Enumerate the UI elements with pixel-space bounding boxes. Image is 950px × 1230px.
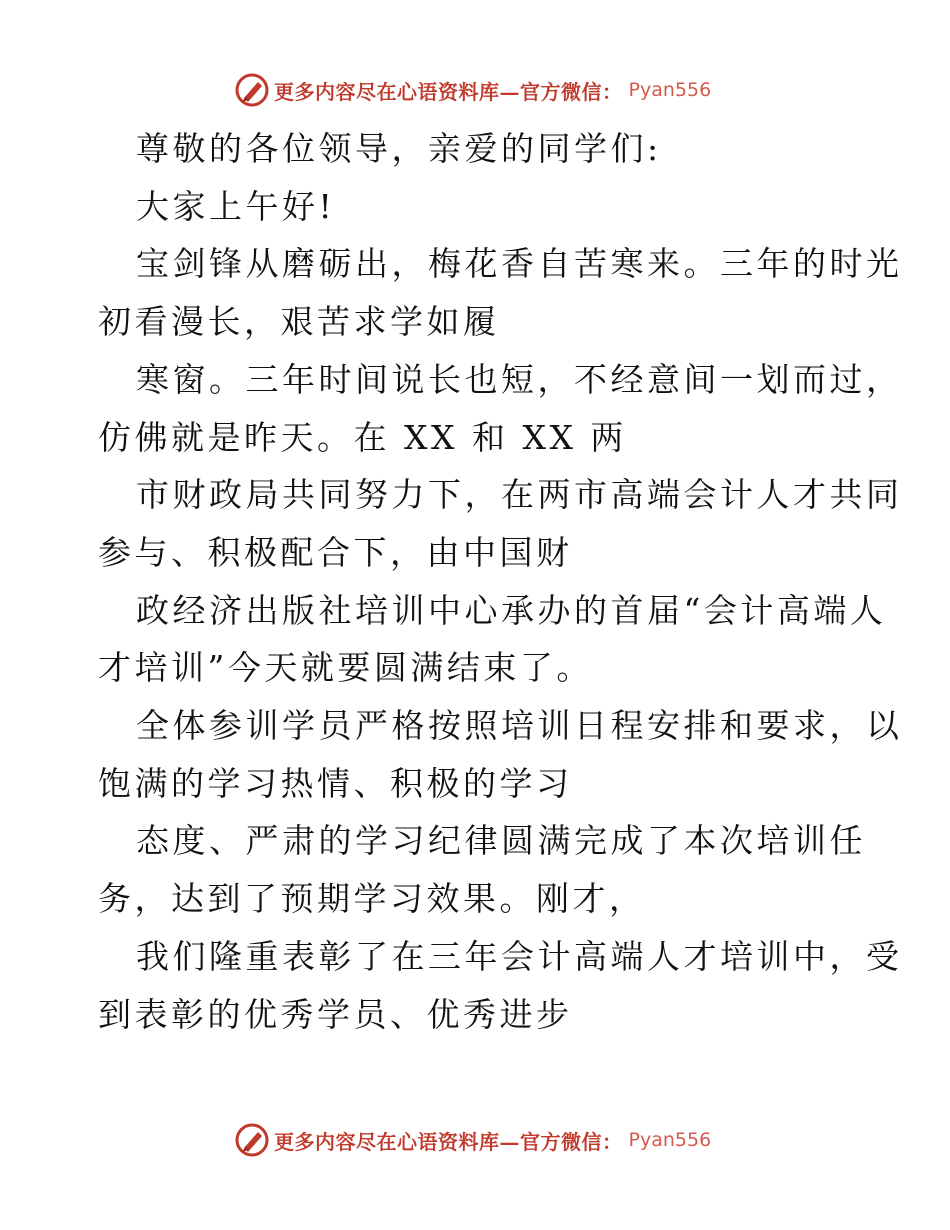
pen-logo-icon [234, 1122, 270, 1158]
text-line: 市财政局共同努力下，在两市高端会计人才共同 [136, 475, 903, 515]
document-body [98, 120, 903, 1043]
text-line: 寒窗。三年时间说长也短，不经意间一划而过， [136, 359, 903, 399]
text-line: 态度、严肃的学习纪律圆满完成了本次培训任 [136, 821, 866, 861]
text-line: 到表彰的优秀学员、优秀进步 [98, 994, 573, 1034]
text-line: 宝剑锋从磨砺出，梅花香自苦寒来。三年的时光 [136, 244, 903, 284]
text-line: 饱满的学习热情、积极的学习 [98, 763, 573, 803]
text-line: 我们隆重表彰了在三年会计高端人才培训中，受 [136, 936, 903, 976]
text-line: 参与、积极配合下，由中国财 [98, 532, 573, 572]
text-line: 大家上午好! [136, 186, 336, 226]
footer-watermark [234, 1120, 711, 1160]
text-line: 初看漫长，艰苦求学如履 [98, 302, 500, 342]
text-line: 尊敬的各位领导，亲爱的同学们: [136, 129, 662, 168]
text-line: 仿佛就是昨天。在 XX 和 XX 两 [98, 417, 627, 457]
pen-logo-icon [234, 72, 270, 108]
watermark-text: 更多内容尽在心语资料库—官方微信： [274, 1129, 623, 1154]
text-line: 全体参训学员严格按照培训日程安排和要求，以 [136, 706, 903, 746]
header-watermark [234, 70, 711, 110]
wechat-id: Pyan556 [628, 79, 712, 101]
text-line: 务，达到了预期学习效果。刚才， [98, 879, 646, 919]
watermark-text: 更多内容尽在心语资料库—官方微信： [274, 79, 623, 104]
text-line: 才培训”今天就要圆满结束了。 [98, 648, 593, 688]
wechat-id: Pyan556 [628, 1129, 712, 1151]
text-line: 政经济出版社培训中心承办的首届“会计高端人 [136, 590, 887, 630]
